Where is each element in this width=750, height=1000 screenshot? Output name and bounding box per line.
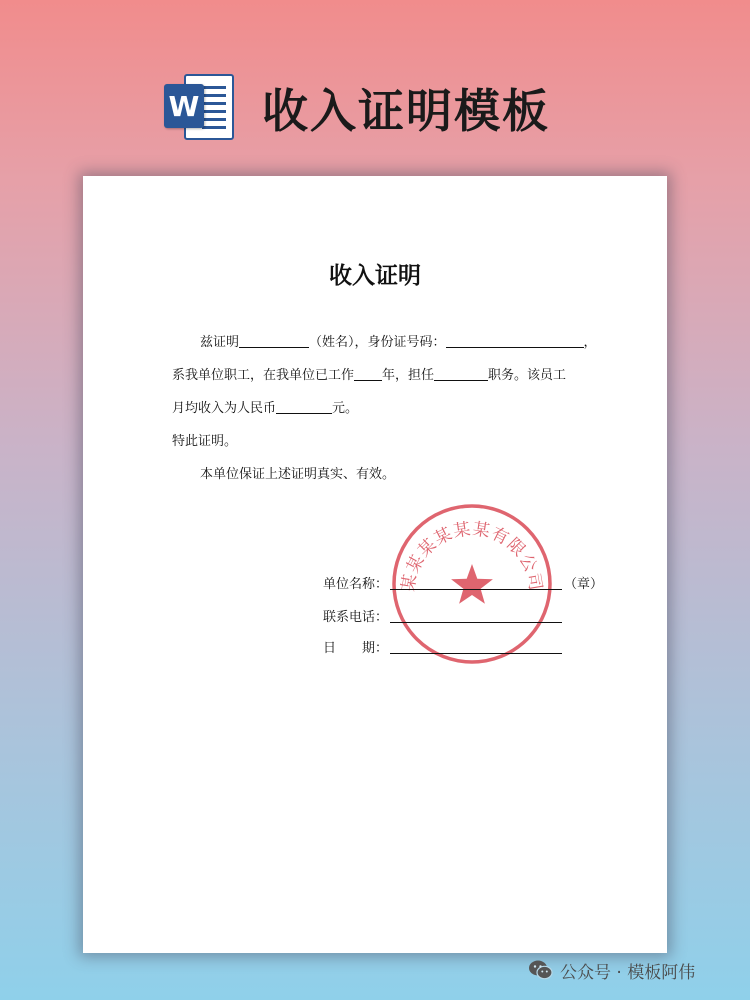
body-line-3 <box>172 392 592 425</box>
word-icon-tile: W <box>164 84 204 128</box>
document-title: 收入证明 <box>329 262 421 289</box>
document-page <box>83 176 667 953</box>
date-blank <box>390 639 562 654</box>
body-line-2 <box>172 359 592 392</box>
seal-suffix: （章） <box>564 577 604 592</box>
unit-name-label: 单位名称： <box>323 577 389 592</box>
currency-unit: 元。 <box>332 401 359 416</box>
income-blank <box>276 399 332 414</box>
position-text: 年，担任 <box>382 368 435 383</box>
body-line-4: 特此证明。 <box>172 434 238 449</box>
page-title: 收入证明模板 <box>262 84 550 138</box>
employment-text: 系我单位职工，在我单位已工作 <box>172 368 355 383</box>
name-blank <box>239 333 309 348</box>
phone-row <box>323 606 562 625</box>
years-blank <box>354 366 382 381</box>
word-icon <box>162 70 238 146</box>
income-text: 月均收入为人民币 <box>172 401 277 416</box>
date-label: 日 期： <box>323 641 389 656</box>
position-blank <box>434 366 488 381</box>
header <box>162 68 550 148</box>
phone-blank <box>390 608 562 623</box>
line1-end: ， <box>583 335 597 350</box>
date-row <box>323 637 562 656</box>
id-number-blank <box>446 333 584 348</box>
certify-prefix: 兹证明 <box>200 335 240 350</box>
body-line-5: 本单位保证上述证明真实、有效。 <box>200 467 396 482</box>
duty-text: 职务。该员工 <box>488 368 567 383</box>
wechat-icon <box>528 957 554 983</box>
phone-label: 联系电话： <box>323 610 389 625</box>
seal-text: 某某某某某某有限公司 <box>398 519 546 593</box>
unit-name-blank <box>390 575 562 590</box>
document-body <box>172 326 597 491</box>
body-line-1 <box>172 326 597 359</box>
name-suffix: （姓名），身份证号码： <box>309 335 446 350</box>
watermark-text: 公众号 · 模板阿伟 <box>560 962 696 983</box>
unit-name-row <box>323 573 603 592</box>
watermark <box>528 957 695 983</box>
